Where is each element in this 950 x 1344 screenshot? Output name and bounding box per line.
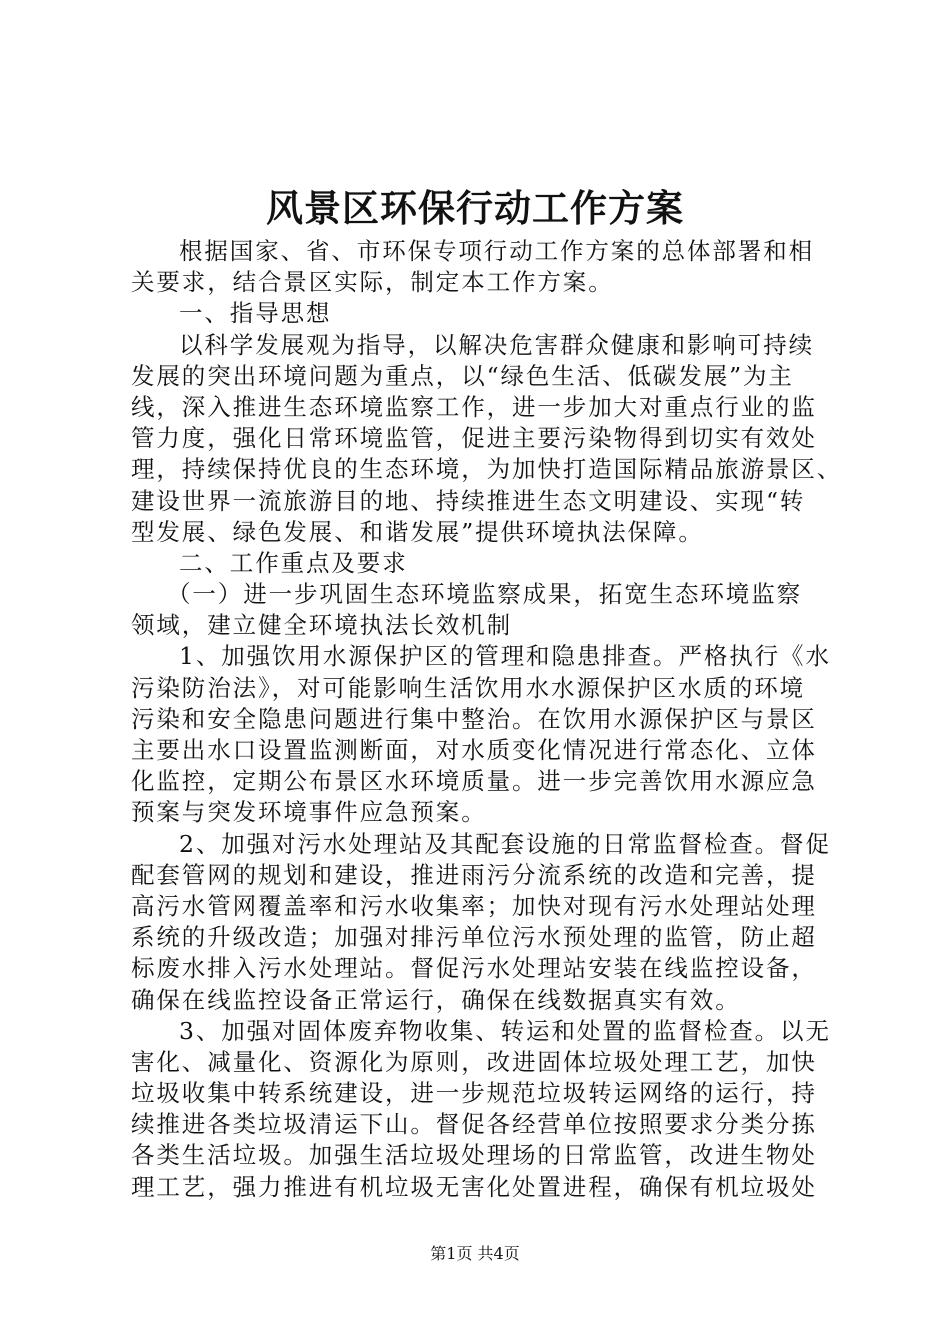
- page-number-footer: 第1页 共4页: [430, 1244, 520, 1263]
- paragraph-line: 主要出水口设置监测断面，对水质变化情况进行常态化、立体: [131, 736, 817, 764]
- paragraph-line: 以科学发展观为指导，以解决危害群众健康和影响可持续: [179, 330, 814, 359]
- paragraph-line: 高污水管网覆盖率和污水收集率；加快对现有污水处理站处理: [131, 891, 817, 920]
- paragraph-line: 垃圾收集中转系统建设，进一步规范垃圾转运网络的运行，持: [131, 1079, 817, 1108]
- paragraph-line: 化监控，定期公布景区水环境质量。进一步完善饮用水源应急: [131, 767, 817, 796]
- document-title: 风景区环保行动工作方案: [266, 186, 684, 230]
- paragraph-line: 污染和安全隐患问题进行集中整治。在饮用水源保护区与景区: [131, 704, 817, 733]
- paragraph-line: 3、加强对固体废弃物收集、转运和处置的监督检查。以无: [179, 1016, 831, 1045]
- paragraph-line: 配套管网的规划和建设，推进雨污分流系统的改造和完善，提: [131, 860, 817, 889]
- paragraph-line: 标废水排入污水处理站。督促污水处理站安装在线监控设备，: [131, 954, 817, 983]
- paragraph-line: 污染防治法》，对可能影响生活饮用水水源保护区水质的环境: [131, 673, 806, 702]
- paragraph-line: 型发展、绿色发展、和谐发展”提供环境执法保障。: [131, 517, 704, 546]
- section-heading: 一、指导思想: [179, 299, 332, 328]
- paragraph-line: 1、加强饮用水源保护区的管理和隐患排查。严格执行《水: [179, 642, 831, 671]
- paragraph-line: 预案与突发环境事件应急预案。: [131, 798, 487, 827]
- paragraph-line: 2、加强对污水处理站及其配套设施的日常监督检查。督促: [179, 829, 831, 858]
- paragraph-line: 根据国家、省、市环保专项行动工作方案的总体部署和相: [179, 237, 814, 265]
- section-heading: 二、工作重点及要求: [179, 548, 408, 577]
- paragraph-line: 发展的突出环境问题为重点，以“绿色生活、低碳发展”为主: [131, 361, 794, 390]
- paragraph-line: 线，深入推进生态环境监察工作，进一步加大对重点行业的监: [131, 392, 817, 421]
- document-body: [131, 236, 843, 1203]
- paragraph-line: 建设世界一流旅游目的地、持续推进生态文明建设、实现“转: [131, 486, 806, 515]
- paragraph-line: 续推进各类垃圾清运下山。督促各经营单位按照要求分类分拣: [131, 1110, 817, 1139]
- paragraph-line: 理，持续保持优良的生态环境，为加快打造国际精品旅游景区、: [131, 455, 843, 484]
- paragraph-line: 害化、减量化、资源化为原则，改进固体垃圾处理工艺，加快: [131, 1047, 817, 1076]
- paragraph-line: 各类生活垃圾。加强生活垃圾处理场的日常监管，改进生物处: [131, 1141, 817, 1170]
- paragraph-line: 理工艺，强力推进有机垃圾无害化处置进程，确保有机垃圾处: [131, 1172, 817, 1201]
- paragraph-line: 关要求，结合景区实际，制定本工作方案。: [131, 268, 614, 297]
- paragraph-line: 确保在线监控设备正常运行，确保在线数据真实有效。: [131, 985, 741, 1014]
- subsection-heading: 领域，建立健全环境执法长效机制: [131, 611, 512, 640]
- paragraph-line: 管力度，强化日常环境监管，促进主要污染物得到切实有效处: [131, 424, 817, 453]
- subsection-heading: （一）进一步巩固生态环境监察成果，拓宽生态环境监察: [167, 580, 802, 609]
- paragraph-line: 系统的升级改造；加强对排污单位污水预处理的监管，防止超: [131, 923, 817, 952]
